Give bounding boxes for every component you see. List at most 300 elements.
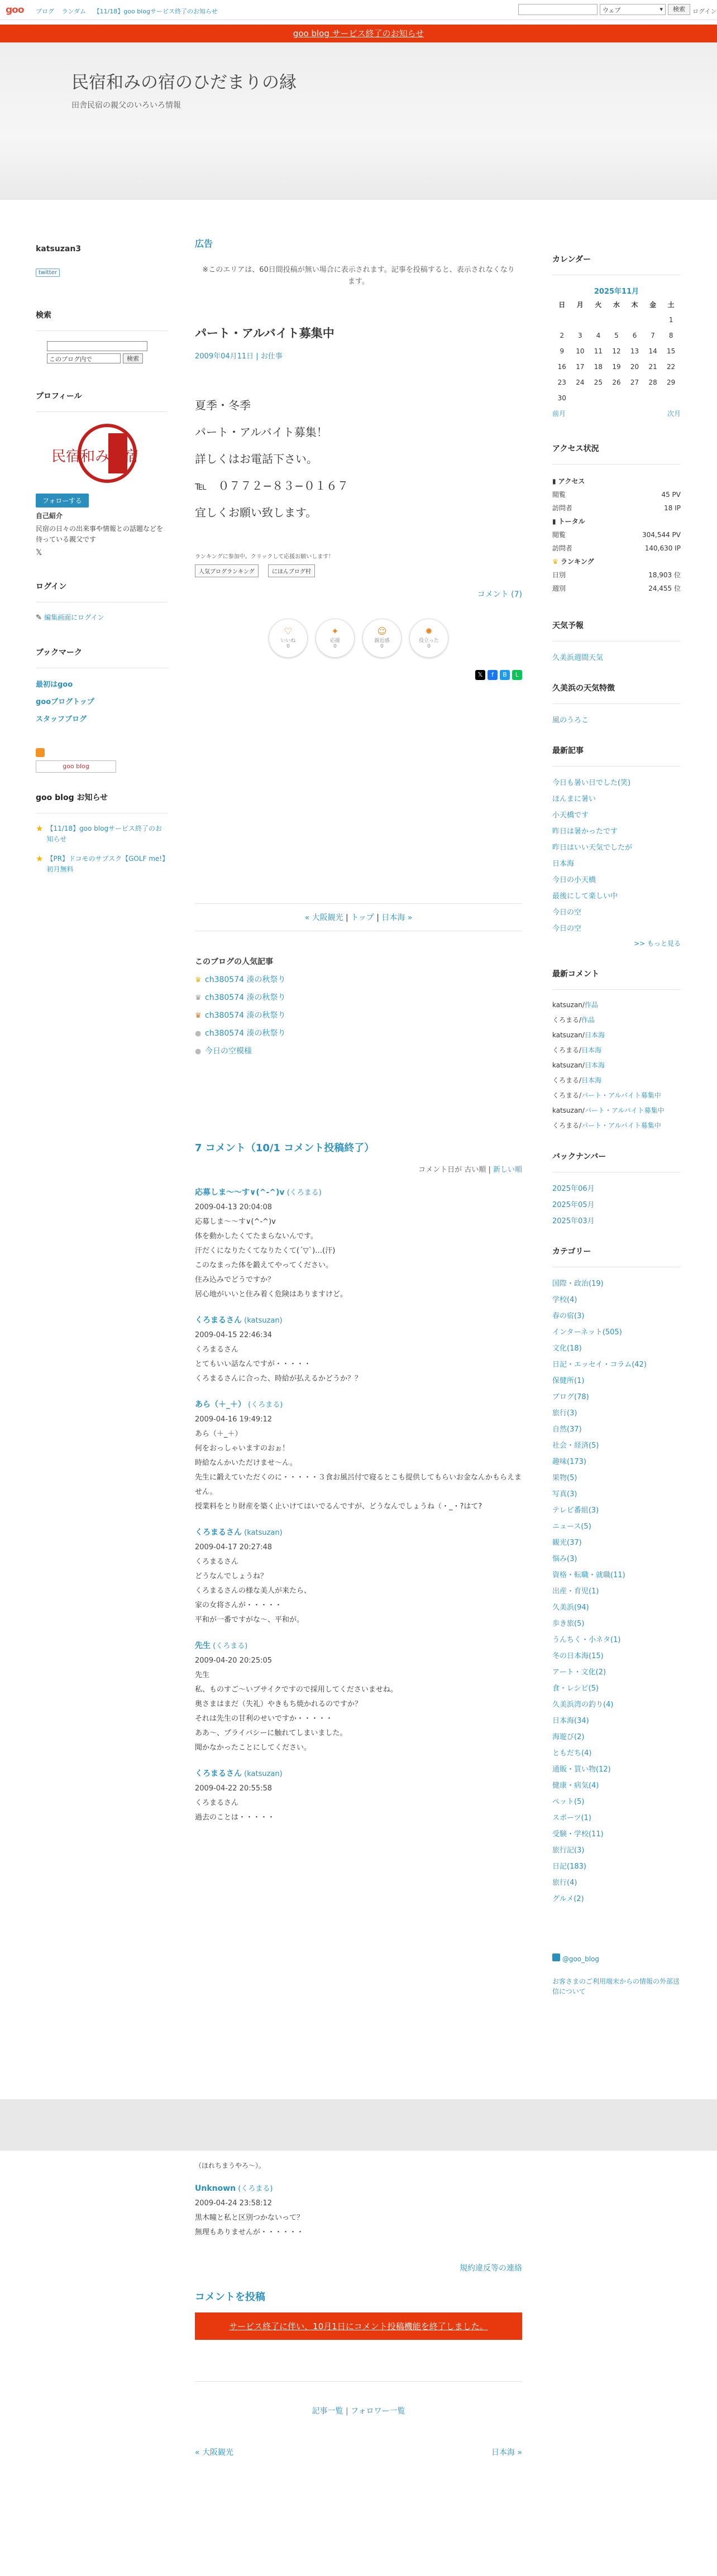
cal-day[interactable]: 8 [668,332,673,339]
backnumber-link[interactable]: 2025年03月 [552,1217,595,1225]
sort-new[interactable]: 新しい順 [493,1166,522,1174]
cal-day[interactable]: 9 [560,347,565,355]
cal-day[interactable]: 2 [560,332,565,339]
popular-link[interactable]: ch380574 湊の秋祭り [205,1011,286,1020]
category-link[interactable]: 受験・学校(11) [552,1830,604,1838]
news-item [36,854,168,875]
rc-author[interactable]: katsuzan [552,1031,582,1039]
weather2-link[interactable]: 風のうろこ [552,716,589,725]
hatena-share-icon[interactable]: B [500,670,510,680]
ranking-icon: ♛ [552,558,558,566]
user-name[interactable]: katsuzan3 [36,245,82,253]
category-link[interactable]: 社会・経済(5) [552,1442,599,1450]
comment-author[interactable]: (katsuzan) [244,1529,283,1537]
popular-link[interactable]: 今日の空模様 [205,1047,252,1056]
comment-line: 先生 [195,1671,210,1679]
access-title: アクセス状況 [552,443,681,465]
footer-nav[interactable]: 記事一覧 | フォロワー一覧 [195,2381,522,2416]
rc-post-link[interactable]: 作品 [581,1016,595,1024]
category-link[interactable]: 写真(3) [552,1490,577,1498]
comment-author[interactable]: (katsuzan) [244,1770,283,1778]
rc-post-link[interactable]: 作品 [584,1001,598,1009]
comments-title: 7 コメント（10/1 コメント投稿終了） [195,1142,375,1154]
cal-day[interactable]: 26 [612,379,621,386]
category-link[interactable]: 食・レシピ(5) [552,1684,599,1693]
category-link[interactable]: 久美浜湾の釣り(4) [552,1701,614,1709]
category-link[interactable]: インターネット(505) [552,1328,622,1337]
weekday: 水 [613,300,620,309]
blog-search-input[interactable] [47,341,147,351]
category-link[interactable]: 趣味(173) [552,1458,586,1466]
ad-title: 広告 [195,238,213,249]
star-icon: ★ [36,823,44,834]
comment-author[interactable]: (くろまる) [286,1189,322,1197]
comment-author[interactable]: (くろまる) [213,1642,248,1650]
post-comment-title: コメントを投稿 [195,2291,265,2303]
recent-comment: くろまる/日本海 [552,1046,602,1054]
crown-icon: ♛ [195,976,202,984]
comment-line: とてもいい話なんですが・・・・・ [195,1360,312,1368]
cheer-icon: ✦ [331,626,339,636]
comment [195,2181,522,2240]
weekday: 月 [576,300,584,309]
news-link[interactable]: 【11/18】goo blogサービス終了のお知らせ [46,825,162,843]
recent-comment: katsuzan/作品 [552,1001,598,1009]
blog-header [0,42,717,200]
comment [195,1639,522,1755]
comment-line: 奥さまはまだ（失礼）やきもち焼かれるのですか？ [195,1700,362,1708]
main-tail [195,2161,522,2458]
cal-day[interactable]: 19 [612,363,621,371]
rank-icon: ● [195,1030,202,1038]
intro-text: 民宿の日々の出来事や情報との話題などを待っている親父です [36,525,164,543]
comment-name[interactable]: 応募しま〜〜す∨(^-^)v [195,1188,285,1197]
rc-author[interactable]: くろまる [552,1076,580,1084]
weekday: 日 [558,300,566,309]
ranking-note: ランキングに参加中。クリックして応援お願いします！ [195,554,334,560]
category-link[interactable]: 冬の日本海(15) [552,1652,604,1660]
right-sidebar [552,200,681,2002]
rc-post-link[interactable]: パート・アルバイト募集中 [581,1122,661,1129]
rc-author[interactable]: くろまる [552,1016,580,1024]
category-link[interactable]: アート・文化(2) [552,1668,606,1677]
follow-button[interactable]: フォローする [36,494,89,507]
comment-line: 無理もありませんが・・・・・・ [195,2228,304,2237]
report-link[interactable]: 規約違反等の連絡 [460,2264,522,2273]
edit-login-link[interactable]: 編集画面にログイン [44,614,104,621]
service-end-notice[interactable]: goo blog サービス終了のお知らせ [0,25,717,42]
category-link[interactable]: 日本海(34) [552,1717,589,1725]
x-icon[interactable]: 𝕏 [36,548,42,557]
category-link[interactable]: スポーツ(1) [552,1814,591,1822]
comment-line: 応募しま〜〜す∨(^-^)v [195,1218,276,1226]
avatar[interactable] [51,422,144,489]
ad-overlay-bar [0,2099,717,2151]
comment-line: くろまるさん [195,1558,239,1566]
twitter-badge[interactable]: twitter [36,269,60,277]
backnumber-link[interactable]: 2025年06月 [552,1185,595,1193]
comment-line: 授業料をとり財産を築く止いけてはいでるんですが、どうなんでしょうね（・_・?はて? [195,1502,482,1511]
comment-author[interactable]: (くろまる) [238,2185,273,2193]
cal-day[interactable]: 1 [668,316,673,324]
comment-line: くろまるさんに合った、時給が払えるかどうか？？ [195,1375,362,1383]
category-link[interactable]: 自然(37) [552,1425,582,1434]
recent-post-link[interactable]: 今日の空 [552,908,582,917]
category-link[interactable]: 健康・病気(4) [552,1782,599,1790]
bulb-icon: ✹ [425,626,433,636]
left-sidebar [36,200,168,875]
comment-line: 居心地がいいと住み着く危険はありますけど。 [195,1290,348,1299]
cal-day [608,313,625,327]
ranking-button[interactable]: にほんブログ村 [268,564,315,577]
comment-author[interactable]: (katsuzan) [244,1316,283,1325]
ad-note: ※このエリアは、60日間投稿が無い場合に表示されます。記事を投稿すると、表示されなくなります。 [202,266,515,286]
cal-day [590,313,607,327]
top-login-link[interactable]: ログイン [692,8,717,15]
category-title: カテゴリー [552,1246,681,1267]
cal-day[interactable]: 23 [557,379,566,386]
footer-prev-link[interactable]: « 大阪観光 [195,2448,234,2457]
comment-line: あら（＋_＋） [195,1430,242,1438]
recent-comment: katsuzan/パート・アルバイト募集中 [552,1107,665,1114]
news-link[interactable]: 【PR】ドコモのサブスク【GOLF me!】初月無料 [46,855,166,873]
cal-day [626,391,643,405]
recent-post-link[interactable]: 昨日はいい天気でしたが [552,844,633,852]
recent-post-link[interactable]: 今日も暑い日でした(笑) [552,779,631,787]
category-link[interactable]: 文化(18) [552,1344,582,1353]
bookmark-link[interactable]: 最初はgoo [36,681,73,689]
seal-icon [51,422,144,489]
cal-day[interactable]: 28 [648,379,657,386]
cal-day[interactable]: 14 [648,347,657,355]
comment-sort: コメント日が 古い順 | 新しい順 [418,1166,522,1174]
cal-day [644,391,662,405]
comment-name[interactable]: あら（＋_＋） [195,1400,246,1409]
recent-title: 最新記事 [552,745,681,767]
calendar-table [552,296,681,406]
comment-author[interactable]: (くろまる) [248,1401,283,1409]
category-link[interactable]: 悩み(3) [552,1555,577,1563]
recent-comment: くろまる/日本海 [552,1076,602,1084]
category-link[interactable]: 果物(5) [552,1474,577,1482]
category-link[interactable]: 資格・転職・就職(11) [552,1571,625,1579]
category-link[interactable]: 春の宿(3) [552,1312,585,1320]
comment-name[interactable]: Unknown [195,2184,236,2193]
twitter-handle[interactable]: @goo_blog [562,1955,600,1963]
cal-prev-link[interactable]: 前月 [552,410,566,418]
privacy-link[interactable]: お客さまのご利用端末からの情報の外部送信について [552,1978,680,1995]
next-post-link[interactable]: 日本海 » [381,913,413,922]
ranking-button[interactable]: 人気ブログランキング [195,564,259,577]
category-link[interactable]: 保健所(1) [552,1377,585,1385]
comment-line: 体を動かしたくてたまらないんです。 [195,1232,318,1241]
comment [195,1397,522,1514]
recent-post-link[interactable]: 日本海 [552,860,575,868]
total-icon: ▮ [552,518,556,525]
category-link[interactable]: 歩き旅(5) [552,1620,585,1628]
category-link[interactable]: 日記(183) [552,1862,586,1871]
topnav-blog-link[interactable]: ブログ [36,8,54,15]
crown-icon: ♛ [195,994,202,1002]
category-link[interactable]: ともだち(4) [552,1749,592,1758]
comment-name[interactable]: くろまるさん [195,1316,242,1325]
cal-day [572,391,589,405]
cal-day[interactable]: 4 [596,332,601,339]
reaction-like[interactable]: ♡ いいね 0 [269,619,308,658]
category-link[interactable]: 旅行(4) [552,1879,577,1887]
comment-line: 聞かなかったことにしてください。 [195,1744,312,1752]
blog-subtitle: 田舎民宿の親父のいろいろ情報 [71,101,181,110]
backnumber-link[interactable]: 2025年05月 [552,1201,595,1209]
recent-comment: katsuzan/日本海 [552,1061,605,1069]
comment-closed-notice[interactable]: サービス終了に伴い、10月1日にコメント投稿機能を終了しました。 [195,2312,522,2340]
comment-name[interactable]: くろまるさん [195,1528,242,1537]
cal-day[interactable]: 15 [667,347,676,355]
comment-line: くろまるさん [195,1346,239,1354]
comment-date: 2009-04-15 22:46:34 [195,1331,273,1339]
cal-day[interactable]: 21 [648,363,657,371]
blog-title[interactable]: 民宿和みの宿のひだまりの縁 [71,73,297,93]
cal-day[interactable]: 13 [630,347,639,355]
cal-day [590,391,607,405]
seal-text: 民宿和みの宿 [51,448,139,465]
cal-day[interactable]: 27 [630,379,639,386]
reaction-useful[interactable]: ✹ 役立った 0 [409,619,448,658]
top-nav [36,7,223,16]
smile-icon: ☺ [377,626,387,636]
post-line: ℡ ０７７２−８３−０１６７ [195,479,348,492]
footer-next-link[interactable]: 日本海 » [491,2448,522,2457]
recent-comment: くろまる/パート・アルバイト募集中 [552,1091,661,1099]
category-link[interactable]: 通販・買い物(12) [552,1765,611,1774]
post-line: 宜しくお願い致します。 [195,506,317,519]
comment [195,1766,522,1825]
cal-day[interactable]: 3 [578,332,582,339]
reaction-affinity[interactable]: ☺ 親近感 0 [362,619,401,658]
popular-link[interactable]: ch380574 湊の秋祭り [205,1029,286,1038]
cal-day[interactable]: 30 [557,394,566,402]
comment-date: 2009-04-22 20:55:58 [195,1784,273,1793]
prev-post-link[interactable]: « 大阪観光 [304,913,343,922]
recent-post-link[interactable]: 最後にして楽しい中 [552,892,618,901]
cal-day[interactable]: 5 [614,332,619,339]
popular-title: このブログの人気記事 [195,957,273,966]
category-link[interactable]: ブログ(78) [552,1393,589,1401]
cal-day[interactable]: 20 [630,363,639,371]
rc-post-link[interactable]: 日本海 [581,1076,602,1084]
post-category[interactable]: お仕事 [260,352,283,361]
comment-name[interactable]: 先生 [195,1641,211,1650]
cal-day [626,313,643,327]
comment [195,1313,522,1386]
x-share-icon[interactable]: 𝕏 [475,670,485,680]
cal-day[interactable]: 17 [576,363,585,371]
backnumber-list [552,1182,681,1225]
recent-post-link[interactable]: ほんまに暑い [552,795,596,803]
cal-day[interactable]: 10 [576,347,585,355]
weather-link[interactable]: 久美浜週間天気 [552,654,604,662]
cal-day[interactable]: 25 [594,379,603,386]
top-link[interactable]: トップ [351,913,374,922]
recent-comment: くろまる/作品 [552,1016,595,1024]
category-link[interactable]: うんちく・小ネタ(1) [552,1636,621,1644]
comment-tail-text: （ほれちまうやろ〜）。 [195,2162,266,2170]
category-link[interactable]: 学校(4) [552,1296,577,1304]
weather2-title: 久美浜の天気特徴 [552,682,681,704]
rc-author[interactable]: katsuzan [552,1001,582,1009]
rank-icon: ● [195,1047,202,1056]
category-list [552,1277,681,1903]
recent-post-link[interactable]: 小天橋です [552,811,589,820]
comment-count-link[interactable]: コメント (7) [477,590,522,599]
category-link[interactable]: 出産・育児(1) [552,1587,599,1596]
blog-search-scope[interactable]: このブログ内で [47,353,121,363]
rc-author[interactable]: くろまる [552,1046,580,1054]
reaction-buttons [195,619,522,658]
comment-line: くろまるさんの様な美人が来たら、 [195,1587,312,1595]
rc-post-link[interactable]: パート・アルバイト募集中 [584,1107,665,1114]
comment-line: 私、ものすご〜いブサイクですので採用してくださいませね。 [195,1686,398,1694]
main-content [195,200,522,1825]
comment-line: 先生に鍛えていただくのに・・・・・３食お風呂付で寝るとこも提供してもらいお金なんかもらえません。 [195,1473,522,1496]
cal-day [662,391,680,405]
recent-more-link[interactable]: >> もっと見る [634,940,681,947]
comment-date: 2009-04-17 20:27:48 [195,1543,273,1552]
star-icon: ★ [36,854,44,864]
twitter-icon [552,1953,560,1961]
rc-author[interactable]: くろまる [552,1091,580,1099]
blog-search-button[interactable]: 検索 [123,353,143,363]
weekday: 木 [631,300,638,309]
comment-line: どうなんでしょうね？ [195,1572,268,1581]
popular-link[interactable]: ch380574 湊の秋祭り [205,993,286,1002]
calendar-month: 2025年11月 [594,288,639,296]
ranking-box [195,552,522,577]
category-link[interactable]: ニュース(5) [552,1522,591,1531]
cal-day [553,313,571,327]
rc-author[interactable]: くろまる [552,1122,580,1129]
bookmark-title: ブックマーク [36,647,168,668]
cal-day[interactable]: 12 [612,347,621,355]
comment-line: このなまった体を鍛えてやってください。 [195,1261,333,1270]
category-link[interactable]: グルメ(2) [552,1895,584,1903]
goo-logo[interactable]: goo [6,4,24,16]
cal-day[interactable]: 22 [667,363,676,371]
cal-next-link[interactable]: 次月 [667,410,681,418]
popular-link[interactable]: ch380574 湊の秋祭り [205,975,286,984]
footer-links [195,2446,522,2458]
bookmark-link[interactable]: スタッフブログ [36,715,87,724]
comment-date: 2009-04-20 20:25:05 [195,1656,273,1665]
weekday: 火 [595,300,602,309]
recent-post-link[interactable]: 昨日は暑かったです [552,827,618,836]
comment-list [195,1185,522,1825]
backnumber-title: バックナンバー [552,1151,681,1172]
comment-line: 住み込みでどうですか？ [195,1276,275,1284]
line-share-icon[interactable]: L [512,670,522,680]
goo-news-title: goo blog お知らせ [36,792,168,813]
post-body [195,392,522,526]
recent-list [552,777,681,933]
category-link[interactable]: 国際・政治(19) [552,1280,604,1288]
category-link[interactable]: 旅行(3) [552,1409,577,1418]
comment [195,1185,522,1302]
category-link[interactable]: 久美浜(94) [552,1603,589,1612]
category-link[interactable]: 旅行記(3) [552,1846,585,1855]
cal-day[interactable]: 16 [557,363,566,371]
bookmark-link[interactable]: gooブログトップ [36,698,94,706]
recent-comments-list [552,1000,681,1131]
post-line: パート・アルバイト募集！ [195,425,328,439]
top-search-select[interactable]: ウェブ ▾ [600,4,666,15]
topnav-random-link[interactable]: ランダム [61,8,87,15]
facebook-share-icon[interactable]: f [487,670,498,680]
comment-line: 何をおっしゃいますのおぉ！ [195,1444,290,1453]
top-search-button[interactable]: 検索 [668,4,690,15]
post-pagination: « 大阪観光 | トップ | 日本海 » [195,903,522,931]
comment-line: それは先生の甘利のせいですか・・・・・ [195,1715,333,1723]
recent-comments-title: 最新コメント [552,968,681,990]
cal-day[interactable]: 11 [594,347,603,355]
sort-old[interactable]: 古い順 [464,1166,486,1174]
access-icon: ▮ [552,477,556,485]
recent-post-link[interactable]: 今日の小天橋 [552,876,596,884]
rc-post-link[interactable]: 日本海 [584,1031,605,1039]
top-bar [0,0,717,20]
category-link[interactable]: ペット(5) [552,1798,585,1806]
cal-day[interactable]: 29 [667,379,676,386]
category-link[interactable]: 海遊び(2) [552,1733,585,1741]
comment-date: 2009-04-24 23:58:12 [195,2199,273,2208]
category-link[interactable]: 日記・エッセイ・コラム(42) [552,1361,647,1369]
goo-blog-badge[interactable]: goo blog [36,760,116,773]
rc-author[interactable]: katsuzan [552,1107,582,1114]
rc-post-link[interactable]: パート・アルバイト募集中 [581,1091,661,1099]
rc-post-link[interactable]: 日本海 [584,1061,605,1069]
comment-line: 過去のことは・・・・・ [195,1813,275,1822]
category-link[interactable]: テレビ番組(3) [552,1506,599,1515]
cal-day [644,313,662,327]
cal-day[interactable]: 24 [576,379,585,386]
reaction-cheer[interactable]: ✦ 応援 0 [316,619,355,658]
rss-icon[interactable] [36,748,45,757]
intro-title: 自己紹介 [36,512,63,520]
recent-comment: くろまる/パート・アルバイト募集中 [552,1122,661,1129]
comment-name[interactable]: くろまるさん [195,1769,242,1778]
post-date[interactable]: 2009年04月11日 [195,352,254,361]
cal-day[interactable]: 18 [594,363,603,371]
top-search-input[interactable] [518,4,598,15]
topnav-notice-link[interactable]: 【11/18】goo blogサービス終了のお知らせ [93,8,218,15]
login-title: ログイン [36,581,168,602]
share-buttons [195,670,522,680]
cal-day[interactable]: 6 [632,332,637,339]
comment-line: くろまるさん [195,1799,239,1807]
recent-post-link[interactable]: 今日の空 [552,925,582,933]
weekday: 金 [649,300,657,309]
post-meta: 2009年04月11日 | お仕事 [195,352,283,361]
rc-post-link[interactable]: 日本海 [581,1046,602,1054]
rc-author[interactable]: katsuzan [552,1061,582,1069]
weekday: 土 [667,300,675,309]
cal-day[interactable]: 7 [651,332,655,339]
category-link[interactable]: 観光(37) [552,1539,582,1547]
comment-date: 2009-04-13 20:04:08 [195,1203,273,1212]
post-title[interactable]: パート・アルバイト募集中 [195,327,334,340]
post-line: 詳しくはお電話下さい。 [195,452,318,466]
twitter-widget [552,1953,681,1963]
calendar-title: カレンダー [552,253,681,275]
